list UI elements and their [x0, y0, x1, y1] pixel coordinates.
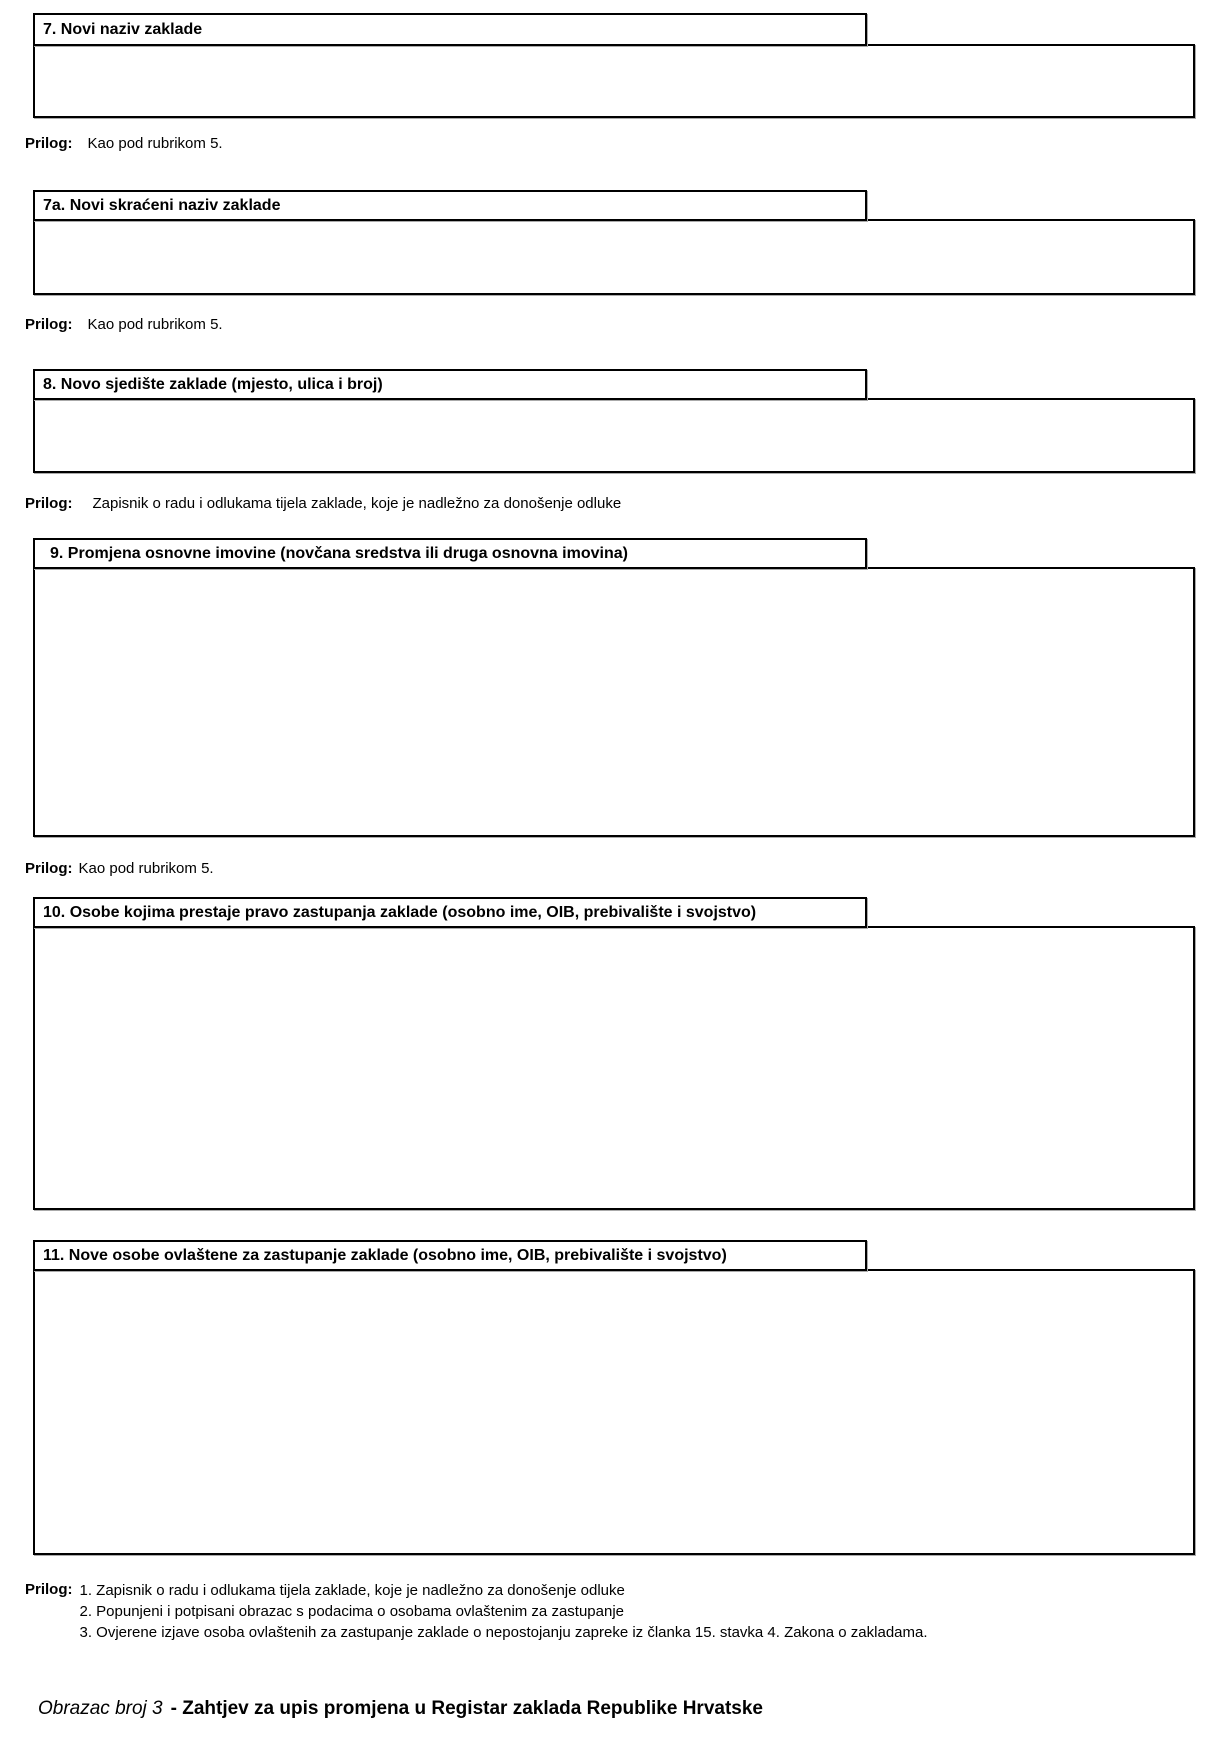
footer-form-title: - Zahtjev za upis promjena u Registar zaklada Republike Hrvatske [170, 1698, 763, 1719]
section-7a-title: 7a. Novi skraćeni naziv zaklade [43, 196, 281, 214]
section-9-title: 9. Promjena osnovne imovine (novčana sredstva ili druga osnovna imovina) [50, 544, 628, 562]
section-7-input-field[interactable] [33, 44, 1195, 118]
section-11-prilog-item-2: 2. Popunjeni i potpisani obrazac s podacima o osobama ovlaštenim za zastupanje [79, 1603, 624, 1620]
section-9-header [33, 538, 867, 569]
section-8-title: 8. Novo sjedište zaklade (mjesto, ulica i broj) [43, 375, 383, 393]
section-8-prilog-label: Prilog: [25, 495, 73, 512]
section-10 [33, 897, 1208, 1210]
form-footer [38, 1698, 1208, 1720]
section-7 [25, 13, 1208, 154]
section-9-prilog-label: Prilog: [25, 860, 73, 877]
section-7a-input-field[interactable] [33, 219, 1195, 295]
section-11-input-field[interactable] [33, 1269, 1195, 1555]
section-10-header [33, 897, 867, 928]
section-8 [25, 369, 1208, 514]
section-7a-prilog-label: Prilog: [25, 316, 73, 333]
section-8-header [33, 369, 867, 400]
section-7a-header [33, 190, 867, 221]
section-7-header [33, 13, 867, 46]
section-11-prilog-item-1: 1. Zapisnik o radu i odlukama tijela zaklade, koje je nadležno za donošenje odluke [79, 1582, 625, 1599]
section-11-prilog [25, 1580, 1208, 1643]
section-7a-prilog-text: Kao pod rubrikom 5. [87, 316, 223, 333]
section-8-prilog-text: Zapisnik o radu i odlukama tijela zaklade, koje je nadležno za donošenje odluke [92, 495, 622, 512]
section-11-prilog-item-3: 3. Ovjerene izjave osoba ovlaštenih za zastupanje zaklade o nepostojanju zapreke iz članka 15. stavka 4. Zakona o zakladama. [79, 1624, 928, 1641]
footer-form-number: Obrazac broj 3 [38, 1698, 163, 1719]
section-7-title: 7. Novi naziv zaklade [43, 20, 203, 38]
section-7-prilog-text: Kao pod rubrikom 5. [87, 135, 223, 152]
section-7a-prilog [25, 315, 1208, 335]
section-11 [25, 1240, 1208, 1643]
section-7a [25, 190, 1208, 335]
section-8-prilog [25, 494, 1208, 514]
section-10-title: 10. Osobe kojima prestaje pravo zastupanja zaklade (osobno ime, OIB, prebivalište i svojstvo) [43, 903, 757, 921]
section-9-prilog [25, 859, 1208, 879]
section-9 [25, 538, 1208, 879]
section-7-prilog [25, 134, 1208, 154]
section-11-prilog-label: Prilog: [25, 1581, 73, 1598]
section-11-prilog-items [80, 1580, 928, 1643]
section-11-header [33, 1240, 867, 1271]
section-11-title: 11. Nove osobe ovlaštene za zastupanje zaklade (osobno ime, OIB, prebivalište i svojstvo) [43, 1246, 727, 1264]
section-9-input-field[interactable] [33, 567, 1195, 837]
section-9-prilog-text: Kao pod rubrikom 5. [78, 860, 214, 877]
section-8-input-field[interactable] [33, 398, 1195, 473]
section-7-prilog-label: Prilog: [25, 135, 73, 152]
section-10-input-field[interactable] [33, 926, 1195, 1210]
